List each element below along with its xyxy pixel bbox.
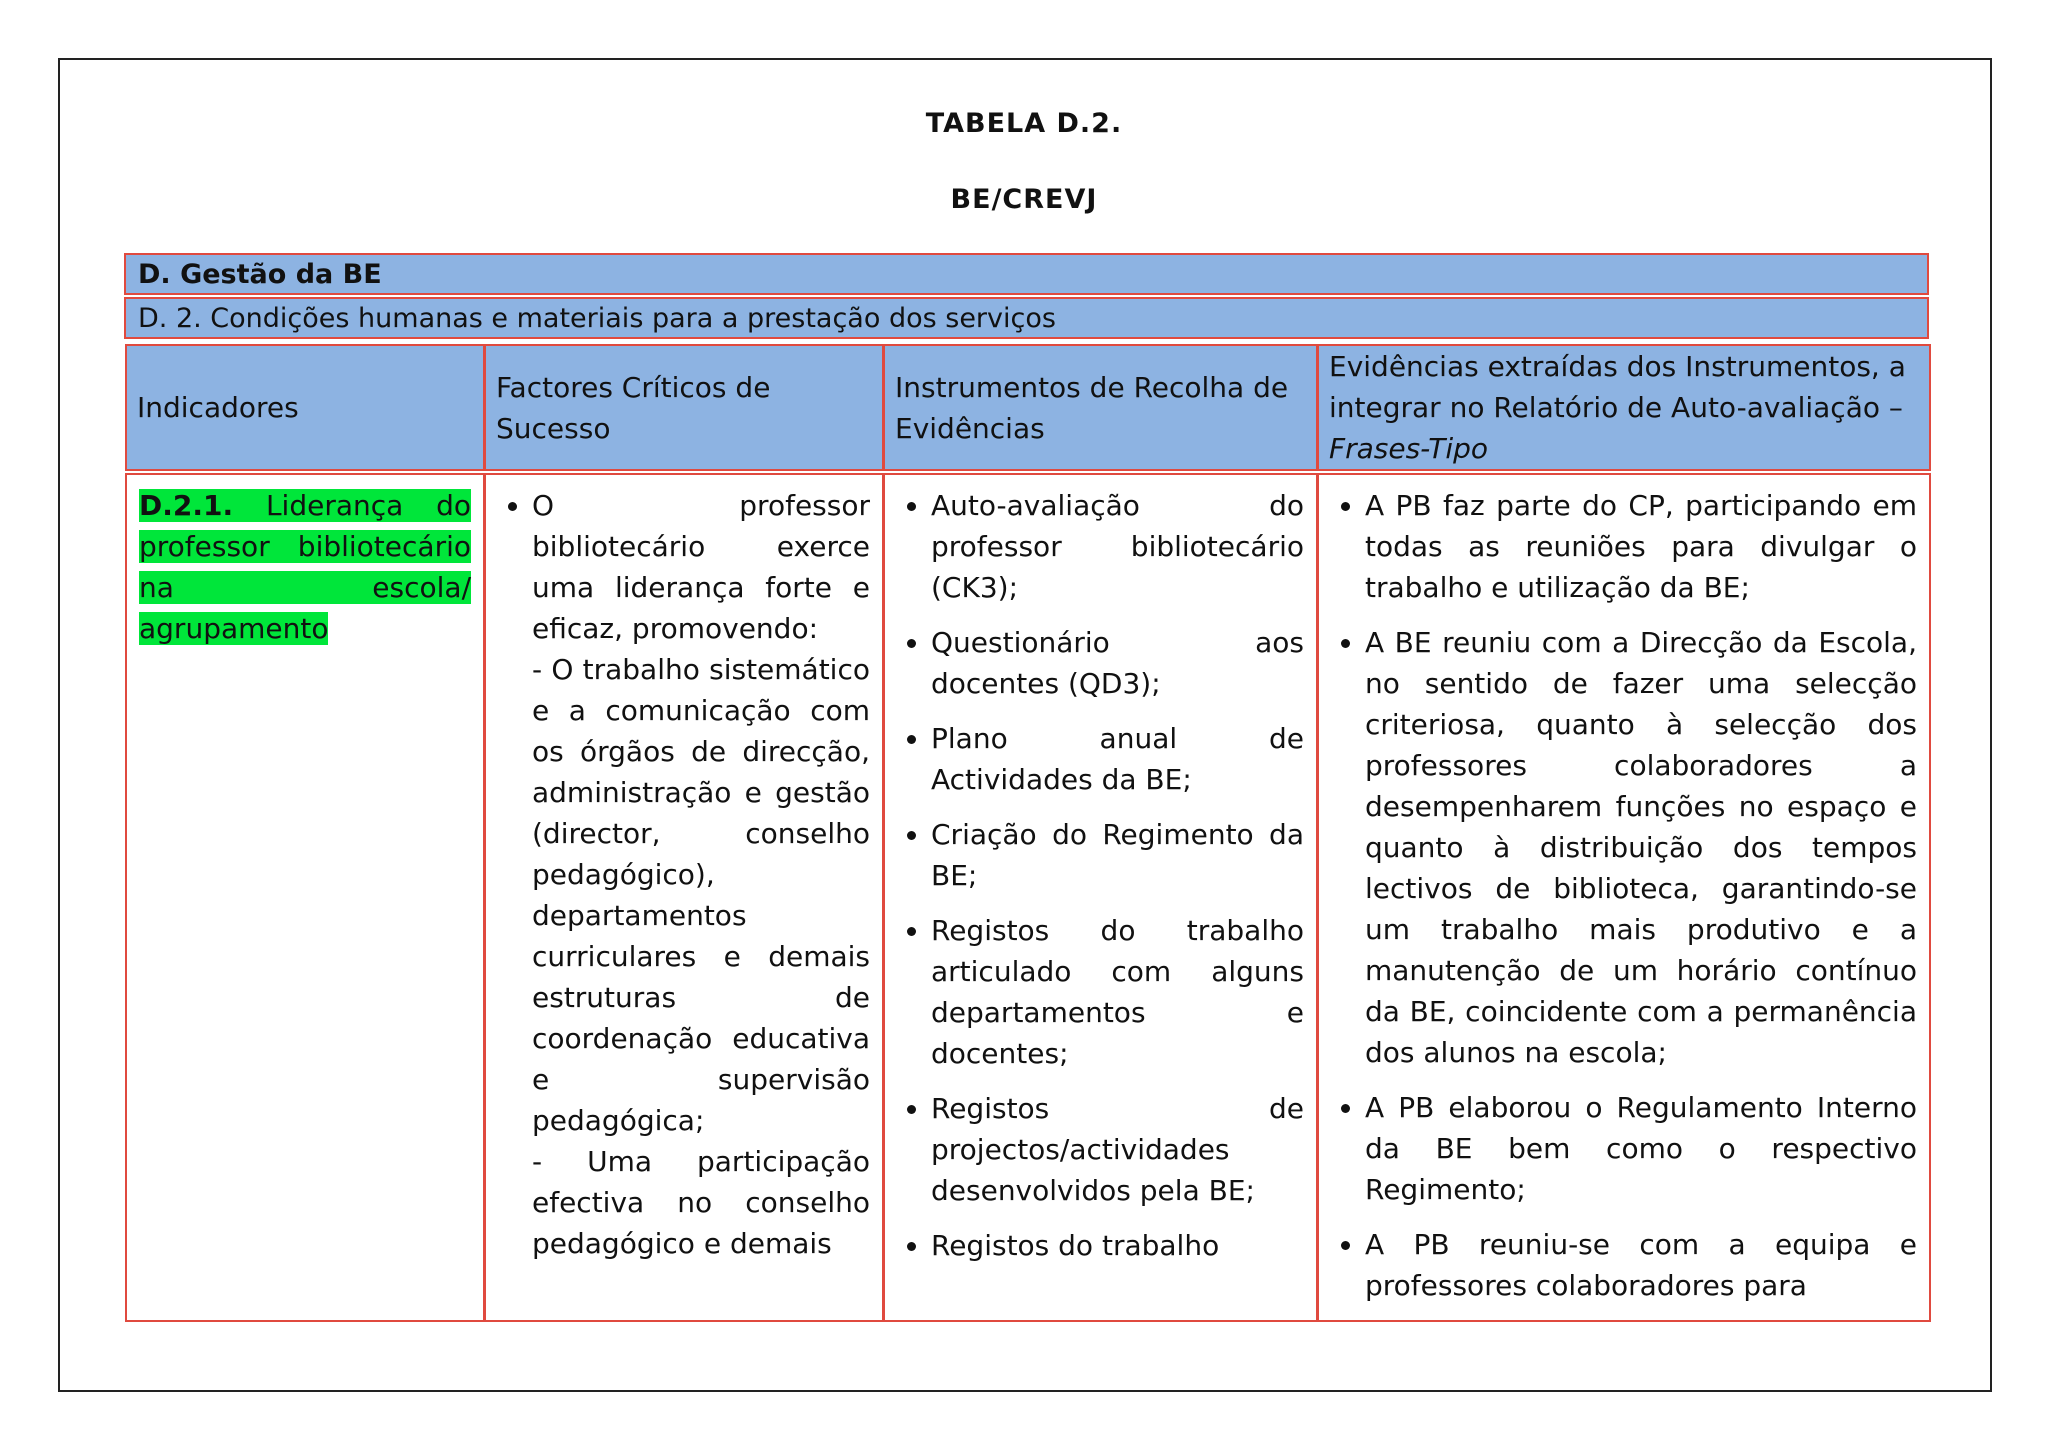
subsection-header: D. 2. Condições humanas e materiais para a prestação dos serviços <box>124 297 1929 339</box>
section-header: D. Gestão da BE <box>124 253 1929 295</box>
instrument-item: • Questionário aos docentes (QD3); <box>931 622 1304 704</box>
table-row <box>127 475 1929 1320</box>
header-evidencias-italic: Frases-Tipo <box>1329 432 1489 465</box>
factor-line-2: - Uma participação efectiva no conselho pedagógico e demais <box>532 1145 870 1260</box>
indicator-code: D.2.1. <box>139 489 234 522</box>
instrument-item: • Registos de projectos/actividades desenvolvidos pela BE; <box>931 1088 1304 1211</box>
evidence-item: • A BE reuniu com a Direcção da Escola, no sentido de fazer uma selecção criteriosa, quanto à selecção dos professores colaboradores a desempenharem funções no espaço e quanto à distribuição dos tempos lectivos de biblioteca, garantindo-se um trabalho mais produtivo e a manutenção de um horário contínuo da BE, coincidente com a permanência dos alunos na escola; <box>1365 622 1917 1073</box>
evaluation-table <box>124 343 1932 1323</box>
evidence-item: • A PB faz parte do CP, participando em todas as reuniões para divulgar o trabalho e utilização da BE; <box>1365 485 1917 608</box>
indicator-cell <box>127 475 483 1320</box>
instrument-item: • Plano anual de Actividades da BE; <box>931 718 1304 800</box>
evidence-item: • A PB elaborou o Regulamento Interno da BE bem como o respectivo Regimento; <box>1365 1087 1917 1210</box>
table-header-row <box>127 346 1929 469</box>
header-factores: Factores Críticos de Sucesso <box>486 346 882 469</box>
header-instrumentos: Instrumentos de Recolha de Evidências <box>885 346 1316 469</box>
document-subtitle: BE/CREVJ <box>950 184 1098 215</box>
document-title: TABELA D.2. <box>925 108 1123 139</box>
factor-line-1: - O trabalho sistemático e a comunicação com os órgãos de direcção, administração e gestão (director, conselho pedagógico), departamentos curriculares e demais estruturas de coordenação educativa e supervisão pedagógica; <box>532 653 870 1137</box>
instruments-cell <box>885 475 1316 1320</box>
indicator-text: Liderança do professor bibliotecário na escola/ agrupamento <box>139 489 471 645</box>
evidence-cell <box>1319 475 1929 1320</box>
header-indicadores: Indicadores <box>127 346 483 469</box>
instrument-item: • Registos do trabalho articulado com alguns departamentos e docentes; <box>931 910 1304 1074</box>
factor-intro: O professor bibliotecário exerce uma liderança forte e eficaz, promovendo: <box>532 489 870 645</box>
evidence-item: • A PB reuniu-se com a equipa e professores colaboradores para <box>1365 1224 1917 1306</box>
factor-item <box>532 485 870 1264</box>
indicator-highlight <box>139 489 471 645</box>
factors-cell <box>486 475 882 1320</box>
instrument-item: • Criação do Regimento da BE; <box>931 814 1304 896</box>
instrument-item: • Registos do trabalho <box>931 1225 1304 1266</box>
header-evidencias-text: Evidências extraídas dos Instrumentos, a integrar no Relatório de Auto-avaliação – <box>1329 350 1906 424</box>
header-evidencias <box>1319 346 1929 469</box>
instrument-item: • Auto-avaliação do professor bibliotecário (CK3); <box>931 485 1304 608</box>
